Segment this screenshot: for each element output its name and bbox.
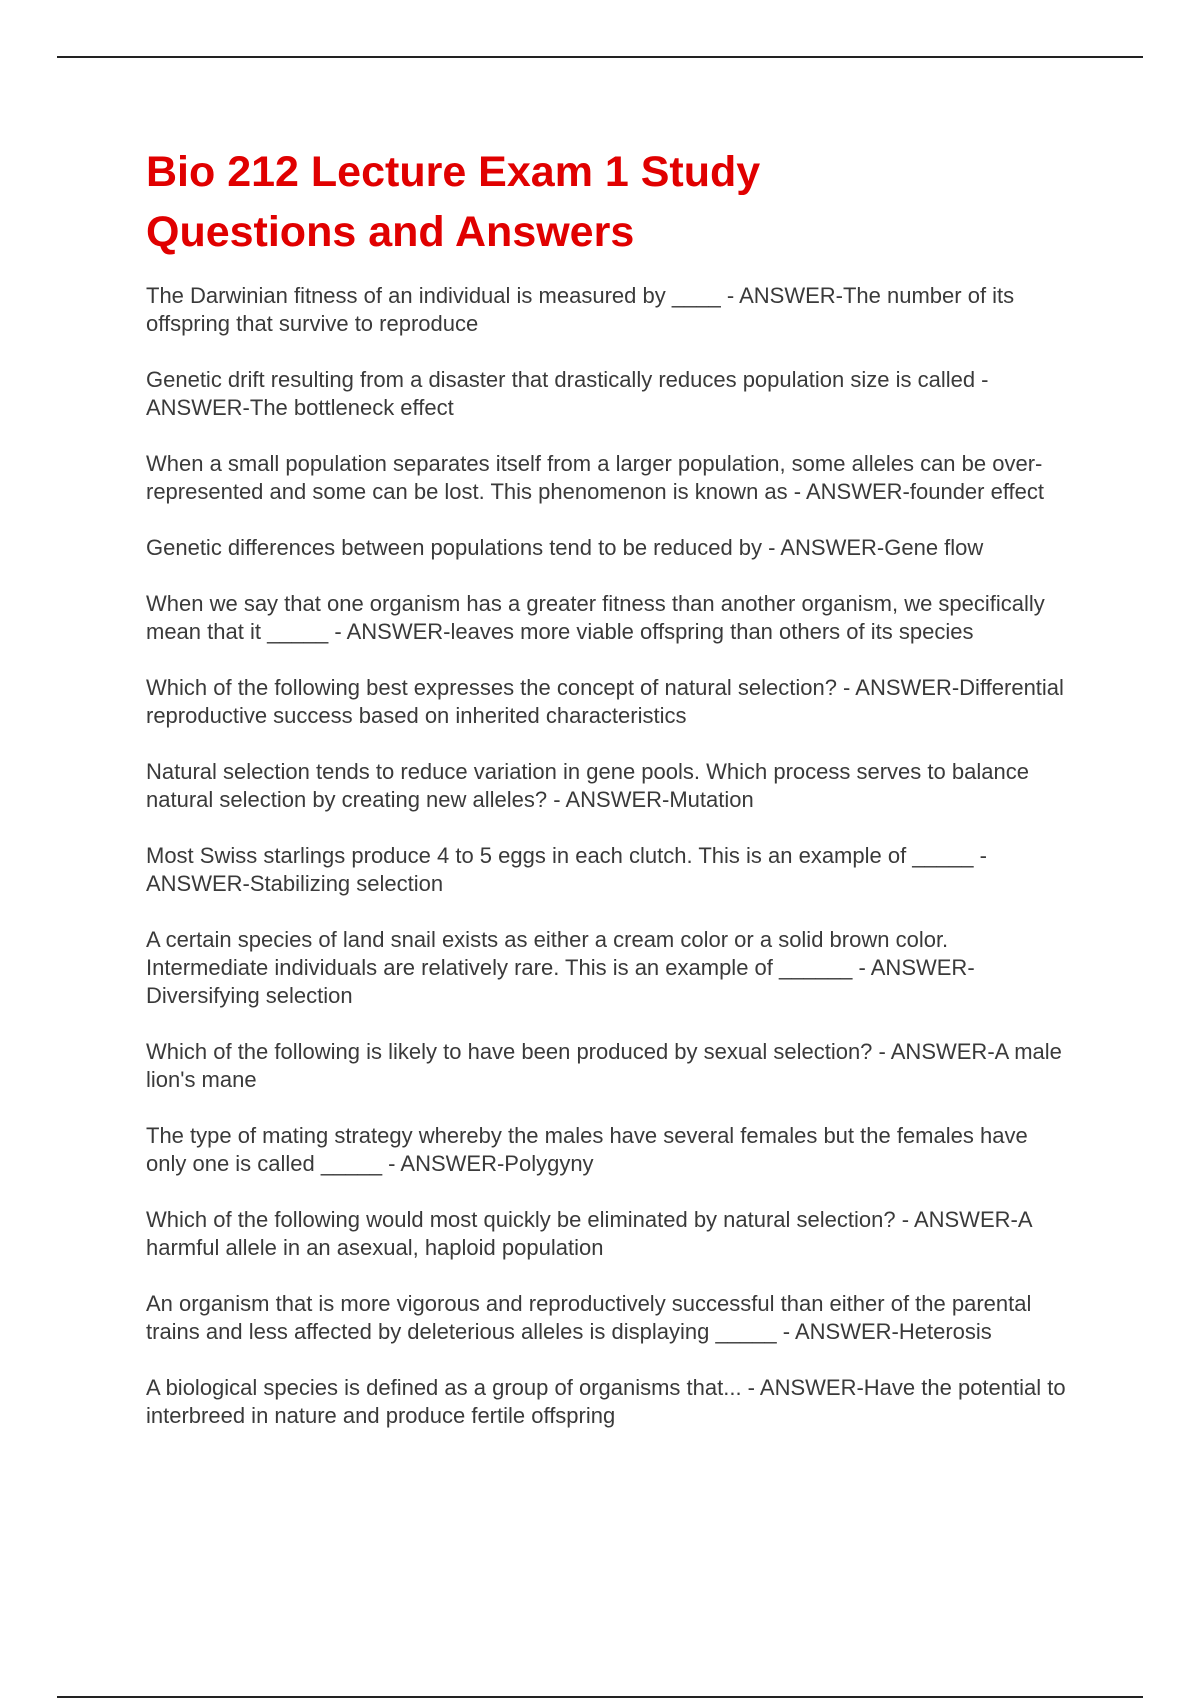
document-title: Bio 212 Lecture Exam 1 Study Questions and Answers [146, 148, 761, 256]
qa-item: A biological species is defined as a group of organisms that... - ANSWER-Have the potential to interbreed in nature and produce fertile offspring [146, 1375, 1066, 1428]
top-rule [57, 56, 1143, 58]
qa-item: The type of mating strategy whereby the males have several females but the females have only one is called _____ - ANSWER-Polygyny [146, 1123, 1028, 1176]
qa-item: Genetic differences between populations tend to be reduced by - ANSWER-Gene flow [146, 535, 984, 560]
qa-item: When a small population separates itself from a larger population, some alleles can be over-represented and some can be lost. This phenomenon is known as - ANSWER-founder effect [146, 451, 1045, 504]
document-content [146, 142, 1066, 1458]
qa-item: Which of the following would most quickly be eliminated by natural selection? - ANSWER-A harmful allele in an asexual, haploid population [146, 1207, 1032, 1260]
qa-item: Which of the following is likely to have been produced by sexual selection? - ANSWER-A male lion's mane [146, 1039, 1062, 1092]
qa-item: When we say that one organism has a greater fitness than another organism, we specifically mean that it _____ - ANSWER-leaves more viable offspring than others of its species [146, 591, 1045, 644]
qa-item: An organism that is more vigorous and reproductively successful than either of the parental trains and less affected by deleterious alleles is displaying _____ - ANSWER-Heterosis [146, 1291, 1032, 1344]
bottom-rule [57, 1696, 1143, 1698]
qa-item: Natural selection tends to reduce variation in gene pools. Which process serves to balance natural selection by creating new alleles? - ANSWER-Mutation [146, 759, 1029, 812]
qa-item: Which of the following best expresses the concept of natural selection? - ANSWER-Differential reproductive success based on inherited characteristics [146, 675, 1064, 728]
qa-item: The Darwinian fitness of an individual is measured by ____ - ANSWER-The number of its offspring that survive to reproduce [146, 283, 1015, 336]
qa-list [146, 282, 1066, 1430]
qa-item: Genetic drift resulting from a disaster that drastically reduces population size is called - ANSWER-The bottleneck effect [146, 367, 989, 420]
qa-item: Most Swiss starlings produce 4 to 5 eggs in each clutch. This is an example of _____ - ANSWER-Stabilizing selection [146, 843, 987, 896]
qa-item: A certain species of land snail exists as either a cream color or a solid brown color. Intermediate individuals are relatively rare. This is an example of ______ - ANSWER-Diversifying selection [146, 927, 975, 1008]
